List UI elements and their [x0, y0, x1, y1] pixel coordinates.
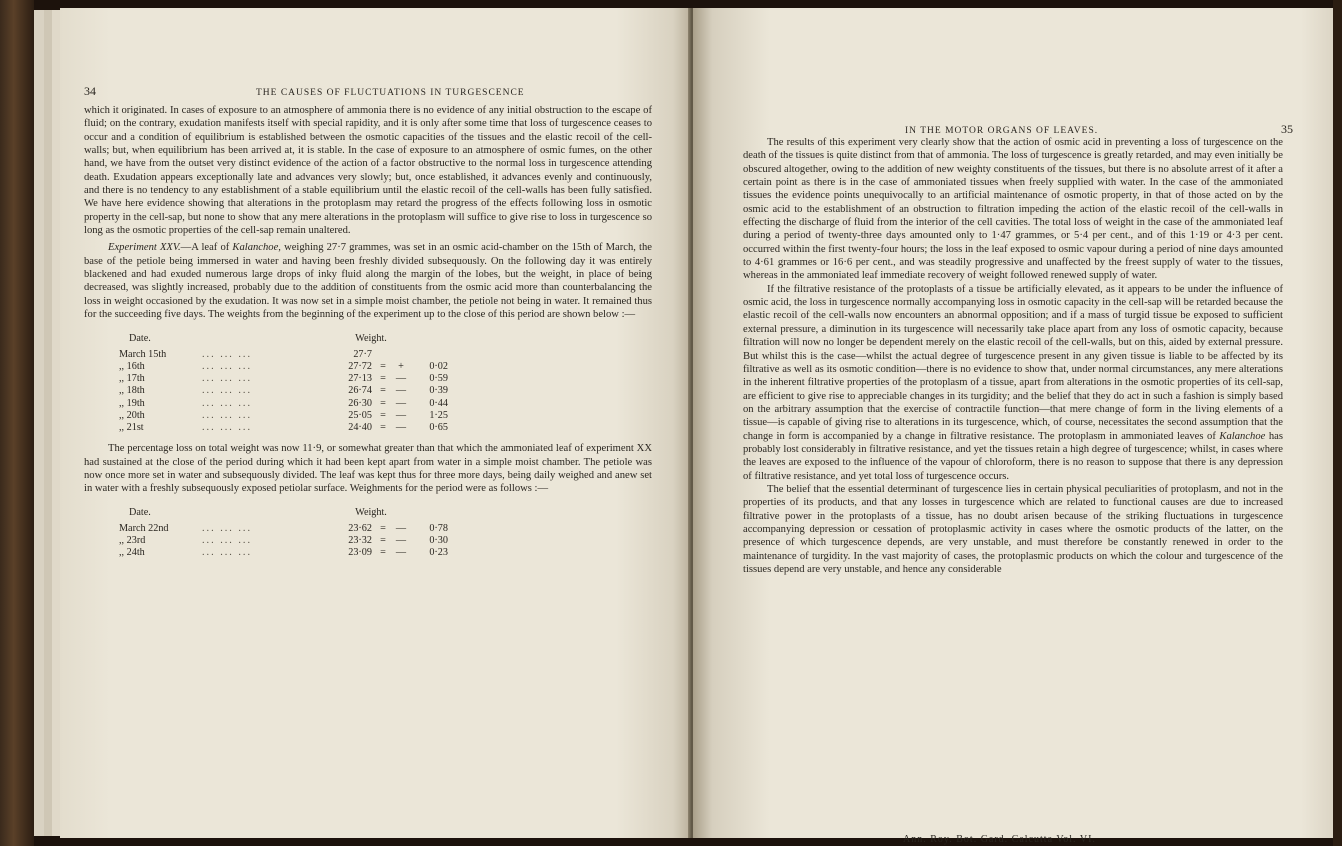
cell-leader: ... ... ...	[202, 421, 253, 433]
cell-date: ,, 24th	[119, 547, 145, 559]
cell-equals: =	[380, 361, 386, 373]
cell-sign: —	[395, 522, 407, 534]
right-page	[693, 8, 1333, 845]
cell-weight: 23·62	[348, 522, 372, 534]
cell-sign: —	[395, 547, 407, 559]
table-header	[84, 332, 652, 345]
cell-weight: 27·7	[353, 348, 372, 360]
left-para-3: The percentage loss on total weight was now 11·9, or somewhat greater than that which the ammoniated leaf of experiment XX had sustained at the close of the period during which it had been kept apart from water in a simple moist chamber. The petiole was now once more set in water and subsequously divided. The leaf was kept thus for three more days, being daily weighed and anew set in water with a freshly subsequously exposed petiolar surface. Weighments for the period were as follows :—	[84, 443, 652, 495]
cell-leader: ... ... ...	[202, 348, 253, 360]
cell-sign: —	[395, 409, 407, 421]
right-para-2-a: If the filtrative resistance of the protoplasts of a tissue be artificially elevated, as it appears to be under the influence of osmic acid, the loss in turgescence normally accompanying loss in osmotic capacity in the cell-sap will be retarded because the elastic recoil of the cell-walls now encounters an abnormal opposition; and if a mass of turgid tissue be exposed to sufficient external pressure, a diminution in its turgescence will necessarily take place apart from any loss of osmotic capacity, because filtration will now no longer be dependent merely on the elastic recoil of the cell-walls, but on this, aided by external pressure. But whilst this is the case—whilst the actual degree of turgescence present in any given tissue is liable to be affected by its filtrative as well as its osmotic condition—there is no evidence to show that, under normal circumstances, any mere alterations in the inherent filtrative properties of the protoplasm of a tissue, apart from alterations in the osmotic properties of its cell-sap, are efficient to give rise to appreciable changes in its turgidity; and the belief that they do act in such a fashion is simply based on the arbitrary assumption that the exercise of contractile function—that mere change of form in the living elements of a tissue—is capable of giving rise to alterations in its turgescence, which, of course, necessitates the second assumption that the change in form is accompanied by a change in filtrative resistance. The protoplasm in ammoniated leaves of	[743, 283, 1283, 442]
col-weight-header: Weight.	[355, 332, 387, 344]
cell-leader: ... ... ...	[202, 373, 253, 385]
cell-equals	[372, 349, 394, 361]
cell-equals: =	[380, 385, 386, 397]
left-page	[60, 8, 692, 838]
cell-date: ,, 21st	[119, 421, 144, 433]
col-weight-header: Weight.	[355, 506, 387, 518]
cell-date: ,, 17th	[119, 373, 145, 385]
col-date-header: Date.	[129, 332, 151, 344]
cell-sign: —	[395, 373, 407, 385]
cell-leader: ... ... ...	[202, 397, 253, 409]
page-number-right: 35	[1281, 122, 1293, 136]
left-para-2-rest: , weighing 27·7 grammes, was set in an osmic acid-chamber on the 15th of March, the base of the petiole being immersed in water and having been freshly divided subsequously. On the following day it was entirely blackened and had exuded numerous large drops of inky fluid along the margin of the lobes, but the weight, in place of being decreased, was slightly increased, probably due to the addition of constituents from the osmic acid more than counterbalancing the loss in weight occasioned by the exudation. It was now set in a simple moist chamber, the petiole not being in water. It remained thus for the succeeding five days. The weights from the beginning of the experiment up to the close of this period are shown below :—	[84, 242, 652, 321]
cell-change: 0·44	[429, 397, 448, 409]
table-row	[84, 422, 652, 434]
weight-table-1	[84, 332, 652, 435]
cell-date: ,, 16th	[119, 361, 145, 373]
cell-change: 0·23	[429, 547, 448, 559]
cell-change: 0·59	[429, 373, 448, 385]
cell-leader: ... ... ...	[202, 535, 253, 547]
cell-date: March 15th	[119, 348, 167, 360]
cell-equals: =	[380, 409, 386, 421]
book-cover-left	[0, 0, 34, 846]
experiment-dash: —A leaf of	[180, 242, 233, 254]
table-row	[84, 373, 652, 385]
running-head-right: IN THE MOTOR ORGANS OF LEAVES.	[905, 126, 1099, 136]
table-row	[84, 535, 652, 547]
right-page-body	[743, 136, 1283, 576]
cell-weight: 26·74	[348, 385, 372, 397]
cell-leader: ... ... ...	[202, 385, 253, 397]
cell-sign: —	[395, 535, 407, 547]
left-para-2	[84, 241, 652, 321]
cell-weight: 25·05	[348, 409, 372, 421]
cell-change: 0·78	[429, 522, 448, 534]
cell-weight: 24·40	[348, 421, 372, 433]
running-head-left: THE CAUSES OF FLUCTUATIONS IN TURGESCENCE	[256, 88, 525, 98]
cell-equals: =	[380, 397, 386, 409]
table-row	[84, 349, 652, 361]
footer-citation: Ann. Roy. Bot. Gard. Calcutta Vol. VI.	[903, 834, 1096, 845]
cell-weight: 27·13	[348, 373, 372, 385]
cell-change: 0·02	[429, 361, 448, 373]
table-row	[84, 398, 652, 410]
left-page-body	[84, 104, 652, 567]
genus-name: Kalanchoe	[1219, 430, 1266, 442]
cell-leader: ... ... ...	[202, 409, 253, 421]
cell-weight: 27·72	[348, 361, 372, 373]
experiment-label: Experiment XXV.	[108, 242, 181, 254]
cell-sign	[394, 349, 408, 361]
cell-equals: =	[380, 522, 386, 534]
table-row	[84, 547, 652, 559]
cell-change: 0·30	[429, 535, 448, 547]
cell-sign: —	[395, 397, 407, 409]
cell-weight: 23·32	[348, 535, 372, 547]
right-para-3: The belief that the essential determinant of turgescence lies in certain physical peculiarities of protoplasm, and not in the properties of its products, and that any losses in turgescence which are related to functional causes are due to increased filtrative power in the protoplasts of a tissue, has no doubt arisen because of the striking fluctuations in turgescence accompanying depression or cessation of protoplasmic activity in cases where the osmotic products of the latter, on the presence of which turgescence depends, are very unstable, and must therefore be constantly renewed in order to the maintenance of turgidity. In the vast majority of cases, the protoplasmic products on which the colour and turgescence of the tissues depend are very unstable, and hence any considerable	[743, 483, 1283, 575]
cell-leader: ... ... ...	[202, 361, 253, 373]
cell-date: ,, 18th	[119, 385, 145, 397]
cell-date: March 22nd	[119, 522, 169, 534]
cell-weight: 26·30	[348, 397, 372, 409]
cell-weight: 23·09	[348, 547, 372, 559]
cell-leader: ... ... ...	[202, 547, 253, 559]
cell-change: 0·65	[429, 421, 448, 433]
right-para-2-b: has probably lost considerably in filtrative resistance, and yet the tissues retain a high degree of turgescence; whilst, in cases where the leaves are exposed to the influence of the vapour of chloroform, there is no reason to suppose that there is any depression of filtrative resistance, and yet total loss of turgescence occurs.	[743, 430, 1284, 482]
col-date-header: Date.	[129, 506, 151, 518]
right-para-2	[743, 283, 1283, 483]
cell-leader: ... ... ...	[202, 522, 253, 534]
cell-change	[408, 349, 448, 361]
table-row	[84, 523, 652, 535]
cell-equals: =	[380, 535, 386, 547]
cell-change: 1·25	[429, 409, 448, 421]
left-para-1: which it originated. In cases of exposure to an atmosphere of ammonia there is no evidence of any initial obstruction to the escape of fluid; on the contrary, exudation manifests itself with special rapidity, and it is only after some time that loss of turgescence ceases to occur and a condition of equilibrium is established between the osmotic capacities of the tissues and the elastic recoil of the cell-walls; but, when equilibrium has been arrived at, it is stable. In the case of exposure to an atmosphere of osmic fumes, on the other hand, we have from the outset very distinct evidence of the action of a factor obstructive to the normal loss in turgescence attending death. Exudation appears exceptionally late and advances very slowly; but, once established, it advances evenly and continuously, and there is no tendency to any establishment of a stable equilibrium until the elastic recoil of the cell-walls has been fully satisfied. We have here evidence showing that alterations in the protoplasm may retard the progress of the effects following loss in osmotic property in the cell-sap, but none to show that any mere alterations in the protoplasm will suffice to give rise to loss in turgescence so long as the osmotic properties of the cell-sap remain unaltered.	[84, 105, 652, 237]
cell-sign: +	[398, 361, 404, 373]
table-row	[84, 361, 652, 373]
cell-date: ,, 23rd	[119, 535, 146, 547]
book-cover-right	[1333, 0, 1342, 846]
table-row	[84, 410, 652, 422]
cell-change: 0·39	[429, 385, 448, 397]
table-row	[84, 385, 652, 397]
cell-equals: =	[380, 547, 386, 559]
table-header	[84, 506, 652, 519]
cell-equals: =	[380, 421, 386, 433]
cell-equals: =	[380, 373, 386, 385]
cell-date: ,, 20th	[119, 409, 145, 421]
cell-date: ,, 19th	[119, 397, 145, 409]
page-number-left: 34	[84, 84, 96, 98]
weight-table-2	[84, 506, 652, 560]
right-para-1: The results of this experiment very clearly show that the action of osmic acid in preventing a loss of turgescence on the death of the tissues is quite distinct from that of ammonia. The loss of turgescence is greatly retarded, and may even initially be obscured altogether, owing to the addition of new weighty constituents of the tissues, but there is no absolute arrest of it after a certain point as there is in the case of ammoniated tissues when freely supplied with water. In the case of the ammoniated tissues the evidence points unequivocally to an artificial maintenance of osmotic property, in that of those acted on by the osmic acid to the establishment of an obstruction to filtration impeding the action of the elastic recoil of the cell-walls in effecting the discharge of fluid from the interior of the cell cavities. The total loss of weight in the case of the ammoniated leaf during a period of twenty-three days amounted only to 1·47 grammes, or 5·4 per cent., and of this 1·19 or 4·3 per cent. occurred within the first twenty-four hours; the loss in the leaf exposed to osmic vapour during a period of nine days amounted to 4·61 grammes or 16·6 per cent., and was steadily progressive and unaffected by the freest supply of water to the tissues, whereas in the ammoniated leaf immediate recovery of weight followed renewed supply of water.	[743, 137, 1283, 282]
cell-sign: —	[395, 421, 407, 433]
cell-sign: —	[395, 385, 407, 397]
genus-name: Kalanchoe	[232, 242, 279, 254]
